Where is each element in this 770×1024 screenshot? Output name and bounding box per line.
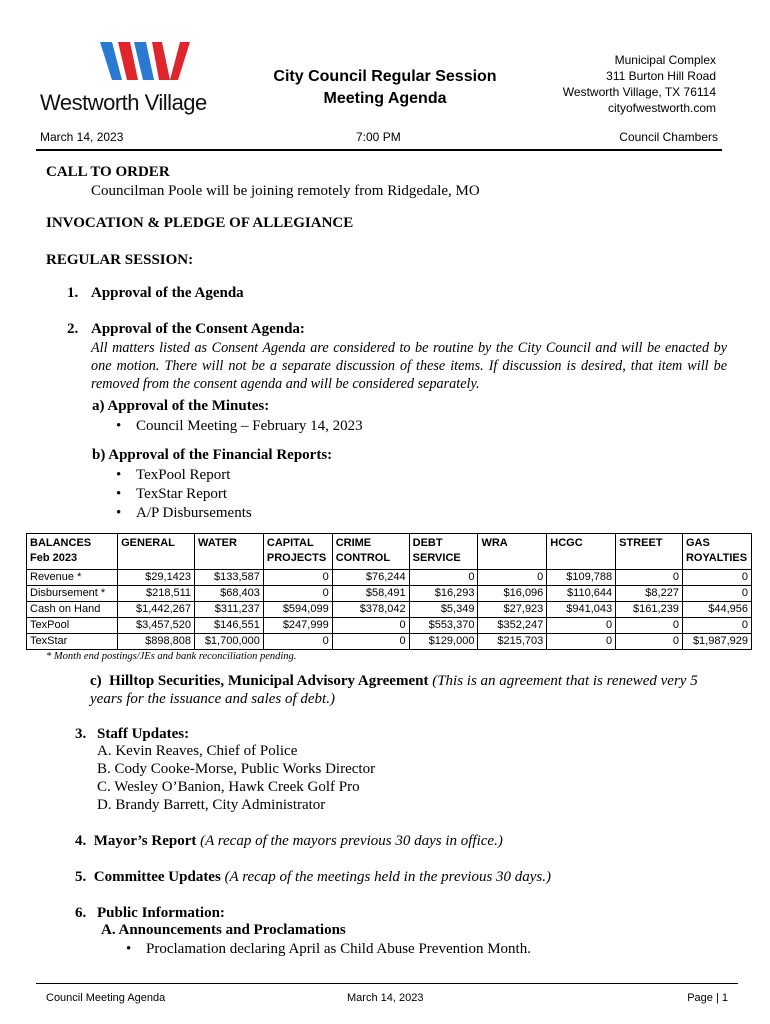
- row-label: TexStar: [27, 634, 118, 650]
- table-cell: 0: [616, 634, 683, 650]
- meeting-location: Council Chambers: [619, 130, 718, 144]
- item-2a-label: a) Approval of the Minutes:: [92, 398, 270, 414]
- table-cell: 0: [547, 634, 616, 650]
- address-line: 311 Burton Hill Road: [606, 69, 716, 83]
- column-header: [682, 534, 751, 570]
- website-link[interactable]: cityofwestworth.com: [607, 101, 716, 115]
- table-cell: $133,587: [195, 570, 264, 586]
- title-line-1: City Council Regular Session: [273, 68, 497, 85]
- page-number: Page | 1: [687, 992, 728, 1004]
- list-item: • TexStar Report: [136, 486, 227, 503]
- table-cell: $110,644: [547, 586, 616, 602]
- table-cell: $553,370: [409, 618, 478, 634]
- list-item: • TexPool Report: [136, 467, 230, 484]
- row-label: Cash on Hand: [27, 602, 118, 618]
- table-row: [27, 586, 752, 602]
- table-cell: $8,227: [616, 586, 683, 602]
- header-line: Feb 2023: [30, 552, 78, 564]
- financial-balances-table: [26, 533, 752, 650]
- meeting-date: March 14, 2023: [40, 130, 124, 144]
- item-4-number: 4.: [75, 833, 87, 849]
- table-cell: $29,1423: [118, 570, 195, 586]
- table-cell: 0: [263, 586, 332, 602]
- table-cell: $129,000: [409, 634, 478, 650]
- column-header: [478, 534, 547, 570]
- table-cell: 0: [332, 634, 409, 650]
- table-cell: 0: [682, 570, 751, 586]
- item-6-label: Public Information:: [97, 905, 225, 921]
- header-line: BALANCES: [30, 537, 92, 549]
- table-cell: $352,247: [478, 618, 547, 634]
- header-line: CONTROL: [335, 552, 391, 564]
- table-cell: $146,551: [195, 618, 264, 634]
- table-cell: $3,457,520: [118, 618, 195, 634]
- table-footnote: * Month end postings/JEs and bank reconciliation pending.: [46, 651, 297, 662]
- header-divider: [36, 149, 722, 151]
- item-2-number: 2.: [67, 321, 79, 337]
- item-5-number: 5.: [75, 869, 87, 885]
- item-5-note: (A recap of the meetings held in the previous 30 days.): [224, 869, 552, 885]
- item-2c-note: (This is an agreement that is renewed very 5 years for the issuance and sales of debt.): [90, 673, 698, 707]
- table-cell: 0: [409, 570, 478, 586]
- consent-agenda-description: All matters listed as Consent Agenda are considered to be routine by the City Council and will be enacted by one motion. There will not be a separate discussion of these items. If discussion is desired, that item will be removed from the consent agenda and will be considered separately.: [91, 340, 727, 392]
- table-cell: 0: [263, 634, 332, 650]
- staff-list-item: C. Wesley O’Banion, Hawk Creek Golf Pro: [97, 779, 360, 795]
- table-row: [27, 602, 752, 618]
- table-cell: $16,096: [478, 586, 547, 602]
- header-line: GENERAL: [121, 537, 175, 549]
- page-title: [250, 66, 520, 110]
- table-cell: 0: [478, 570, 547, 586]
- column-header: [616, 534, 683, 570]
- municipal-address: [563, 52, 716, 116]
- title-line-2: Meeting Agenda: [323, 90, 447, 107]
- meeting-time: 7:00 PM: [356, 130, 401, 144]
- column-header: [547, 534, 616, 570]
- header-line: DEBT: [412, 537, 443, 549]
- table-cell: $941,043: [547, 602, 616, 618]
- header-line: CAPITAL: [266, 537, 314, 549]
- column-header: [263, 534, 332, 570]
- table-cell: $247,999: [263, 618, 332, 634]
- list-item: • Council Meeting – February 14, 2023: [136, 418, 363, 435]
- table-cell: 0: [616, 618, 683, 634]
- table-cell: $109,788: [547, 570, 616, 586]
- list-item: • A/P Disbursements: [136, 505, 252, 522]
- item-6-number: 6.: [75, 905, 87, 921]
- table-cell: $311,237: [195, 602, 264, 618]
- item-5: [75, 869, 551, 886]
- table-cell: $5,349: [409, 602, 478, 618]
- table-cell: $378,042: [332, 602, 409, 618]
- table-row: [27, 634, 752, 650]
- table-row: [27, 618, 752, 634]
- item-2c-prefix: c): [90, 673, 102, 689]
- item-4: [75, 833, 503, 850]
- header-line: WRA: [481, 537, 508, 549]
- header-line: WATER: [198, 537, 237, 549]
- footer-divider: [36, 983, 738, 984]
- item-3-label: Staff Updates:: [97, 726, 190, 742]
- table-header-row: [27, 534, 752, 570]
- item-5-label: Committee Updates: [93, 869, 221, 885]
- table-cell: $1,700,000: [195, 634, 264, 650]
- footer-document-name: Council Meeting Agenda: [46, 992, 166, 1004]
- logo-text: Westworth Village: [40, 90, 207, 115]
- header-line: GAS: [685, 537, 710, 549]
- header-line: CRIME: [335, 537, 372, 549]
- table-cell: 0: [547, 618, 616, 634]
- item-1-label: Approval of the Agenda: [91, 285, 244, 301]
- table-cell: 0: [682, 586, 751, 602]
- header-line: HCGC: [550, 537, 583, 549]
- table-corner-header: [27, 534, 118, 570]
- item-2b-label: b) Approval of the Financial Reports:: [92, 447, 333, 463]
- header-line: PROJECTS: [266, 552, 327, 564]
- table-cell: $27,923: [478, 602, 547, 618]
- staff-list-item: D. Brandy Barrett, City Administrator: [97, 797, 326, 813]
- table-cell: 0: [682, 618, 751, 634]
- footer-date: March 14, 2023: [347, 992, 424, 1004]
- staff-list-item: B. Cody Cooke-Morse, Public Works Director: [97, 761, 376, 777]
- address-line: Westworth Village, TX 76114: [562, 85, 716, 99]
- table-cell: $58,491: [332, 586, 409, 602]
- table-cell: $594,099: [263, 602, 332, 618]
- item-2c: [90, 672, 730, 708]
- column-header: [195, 534, 264, 570]
- page-footer: [36, 992, 728, 1008]
- meeting-info-bar: [36, 130, 718, 148]
- table-cell: 0: [263, 570, 332, 586]
- call-to-order-heading: CALL TO ORDER: [46, 164, 170, 180]
- table-cell: 0: [332, 618, 409, 634]
- item-3-number: 3.: [75, 726, 87, 742]
- table-cell: $76,244: [332, 570, 409, 586]
- item-4-label: Mayor’s Report: [93, 833, 197, 849]
- row-label: Revenue *: [27, 570, 118, 586]
- table-cell: $215,703: [478, 634, 547, 650]
- table-cell: 0: [616, 570, 683, 586]
- table-cell: $16,293: [409, 586, 478, 602]
- table-cell: $898,808: [118, 634, 195, 650]
- logo-w-mark-icon: [100, 40, 230, 84]
- item-1-number: 1.: [67, 285, 79, 301]
- table-cell: $218,511: [118, 586, 195, 602]
- header-line: ROYALTIES: [685, 552, 748, 564]
- row-label: TexPool: [27, 618, 118, 634]
- regular-session-heading: REGULAR SESSION:: [46, 252, 194, 268]
- column-header: [409, 534, 478, 570]
- item-4-note: (A recap of the mayors previous 30 days in office.): [200, 833, 503, 849]
- item-2-label: Approval of the Consent Agenda:: [91, 321, 305, 337]
- call-to-order-note: Councilman Poole will be joining remotely from Ridgedale, MO: [91, 183, 480, 199]
- westworth-logo: [40, 40, 250, 120]
- item-2c-label: Hilltop Securities, Municipal Advisory Agreement: [109, 673, 429, 689]
- column-header: [118, 534, 195, 570]
- row-label: Disbursement *: [27, 586, 118, 602]
- table-row: [27, 570, 752, 586]
- address-line: Municipal Complex: [614, 53, 716, 67]
- header-line: SERVICE: [412, 552, 461, 564]
- invocation-heading: INVOCATION & PLEDGE OF ALLEGIANCE: [46, 215, 354, 231]
- item-6a-label: A. Announcements and Proclamations: [101, 922, 346, 938]
- table-cell: $44,956: [682, 602, 751, 618]
- staff-list-item: A. Kevin Reaves, Chief of Police: [97, 743, 298, 759]
- table-cell: $1,442,267: [118, 602, 195, 618]
- list-item: • Proclamation declaring April as Child Abuse Prevention Month.: [146, 941, 531, 958]
- table-cell: $161,239: [616, 602, 683, 618]
- header-line: STREET: [619, 537, 663, 549]
- column-header: [332, 534, 409, 570]
- table-cell: $68,403: [195, 586, 264, 602]
- table-cell: $1,987,929: [682, 634, 751, 650]
